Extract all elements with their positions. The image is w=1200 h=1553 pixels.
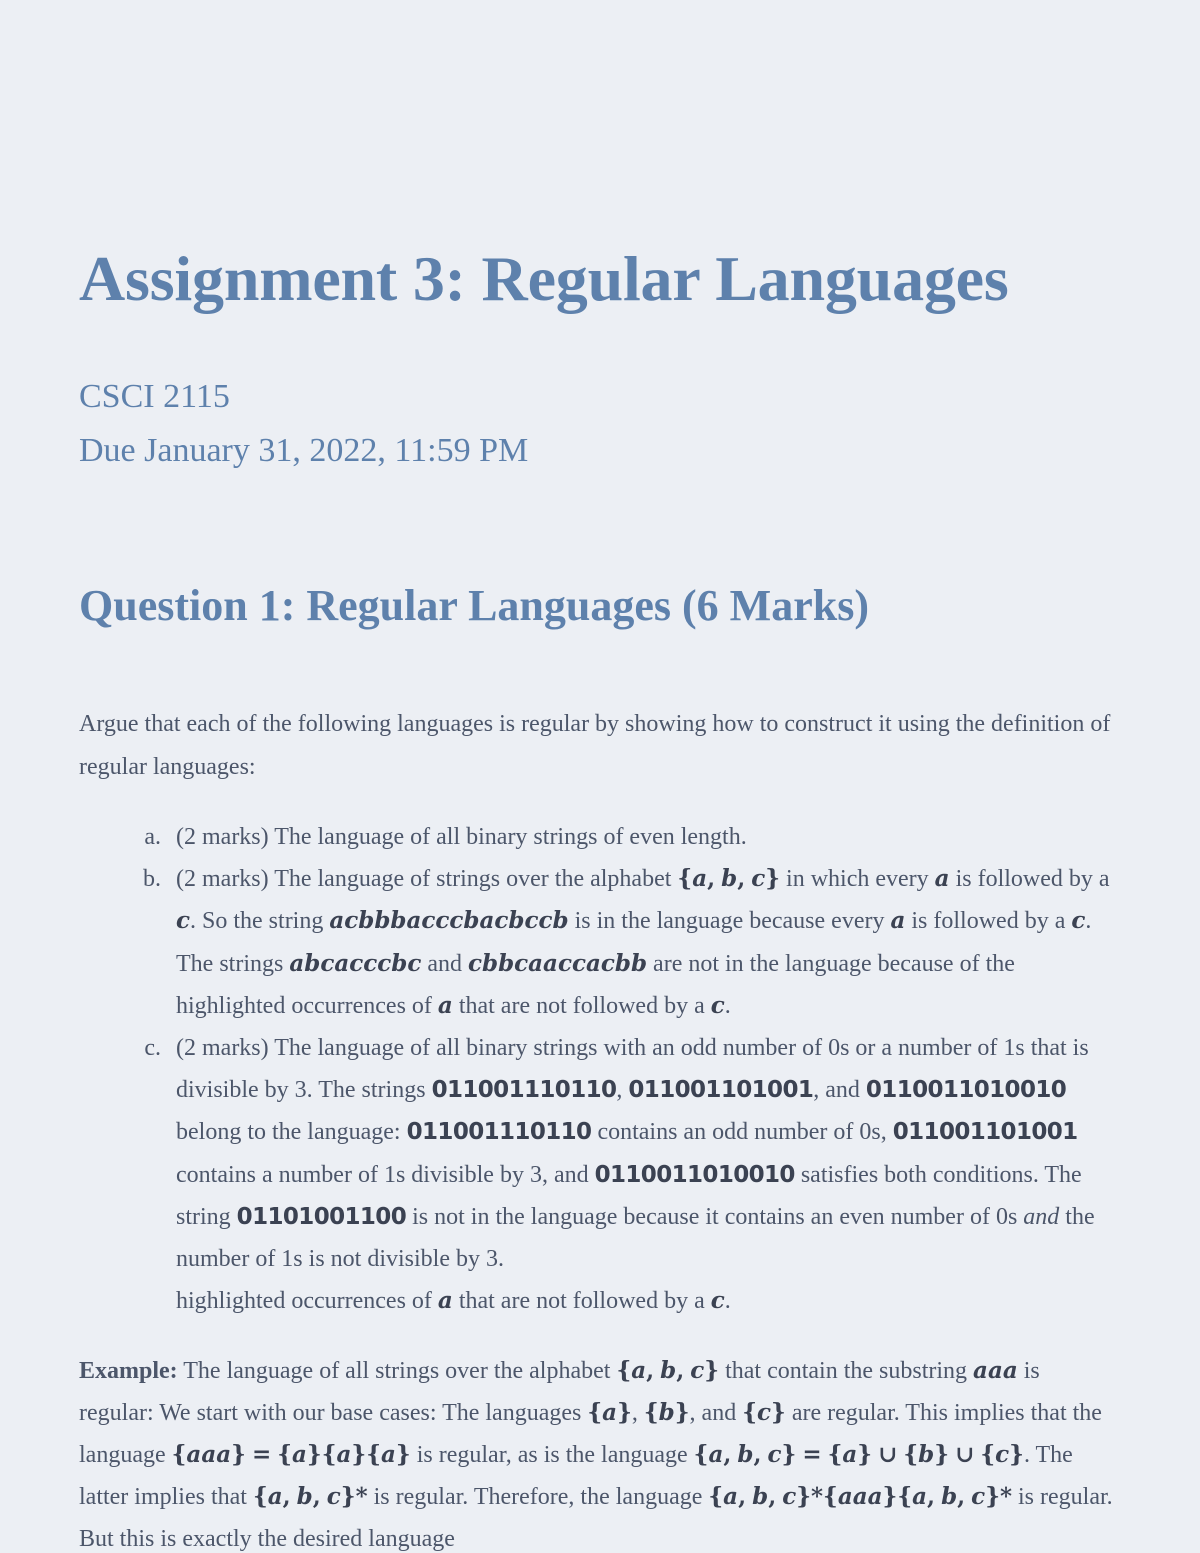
example-text: The language of all strings over the alphabet {a, b, c} that contain the substring aaa is regular: We start with our base cases: The languages {a}, {b}, and {c} are regular. This implies that the language {aaa} = {a}{a}{a} is regular, as is the language {a, b, c} = {a} ∪ {b} ∪ {c}. The latter implies that {a, b, c}* is regular. Therefore, the language {a, b, c}*{aaa}{a, b, c}* is regular. But this is exactly the desired language — [79, 1357, 1113, 1553]
example-label: Example: — [79, 1358, 178, 1385]
part-a-text: (2 marks) The language of all binary strings of even length. — [176, 824, 747, 850]
due-date: Due January 31, 2022, 11:59 PM — [79, 432, 529, 469]
part-marker: b. — [143, 866, 161, 893]
document — [79, 240, 1114, 1553]
assignment-meta — [79, 370, 1114, 478]
course-code: CSCI 2115 — [79, 378, 230, 415]
example-paragraph — [79, 1350, 1114, 1553]
question-parts — [79, 816, 1114, 1322]
question-intro: Argue that each of the following languages is regular by showing how to construct it using the definition of regular languages: — [79, 711, 1111, 780]
part-c — [144, 1027, 1114, 1322]
part-b — [143, 858, 1114, 1027]
part-marker: c. — [144, 1035, 161, 1062]
part-b-text: (2 marks) The language of strings over the alphabet {a, b, c} in which every a is followed by a c. So the string acbbbacccbacbccb is in the language because every a is followed by a c. The strings abcacccbc and cbbcaaccacbb are not in the language because of the highlighted occurrences of a that are not followed by a c. — [176, 865, 1110, 1019]
part-a — [144, 816, 1114, 858]
part-c-text: (2 marks) The language of all binary strings with an odd number of 0s or a number of 1s that is divisible by 3. The strings 011001110110, 011001101001, and 0110011010010 belong to the language: 011001110110 contains an odd number of 0s, 011001101001 contains a number of 1s divisible by 3, and 0110011010010 satisfies both conditions. The string 01101001100 is not in the language because it contains an even number of 0s and the number of 1s is not divisible by 3. highlighted occurrences of a that are not followed by a c. — [176, 1035, 1095, 1315]
part-marker: a. — [144, 824, 161, 850]
question-heading: Question 1: Regular Languages (6 Marks) — [79, 581, 869, 630]
page-title: Assignment 3: Regular Languages — [79, 243, 1009, 314]
